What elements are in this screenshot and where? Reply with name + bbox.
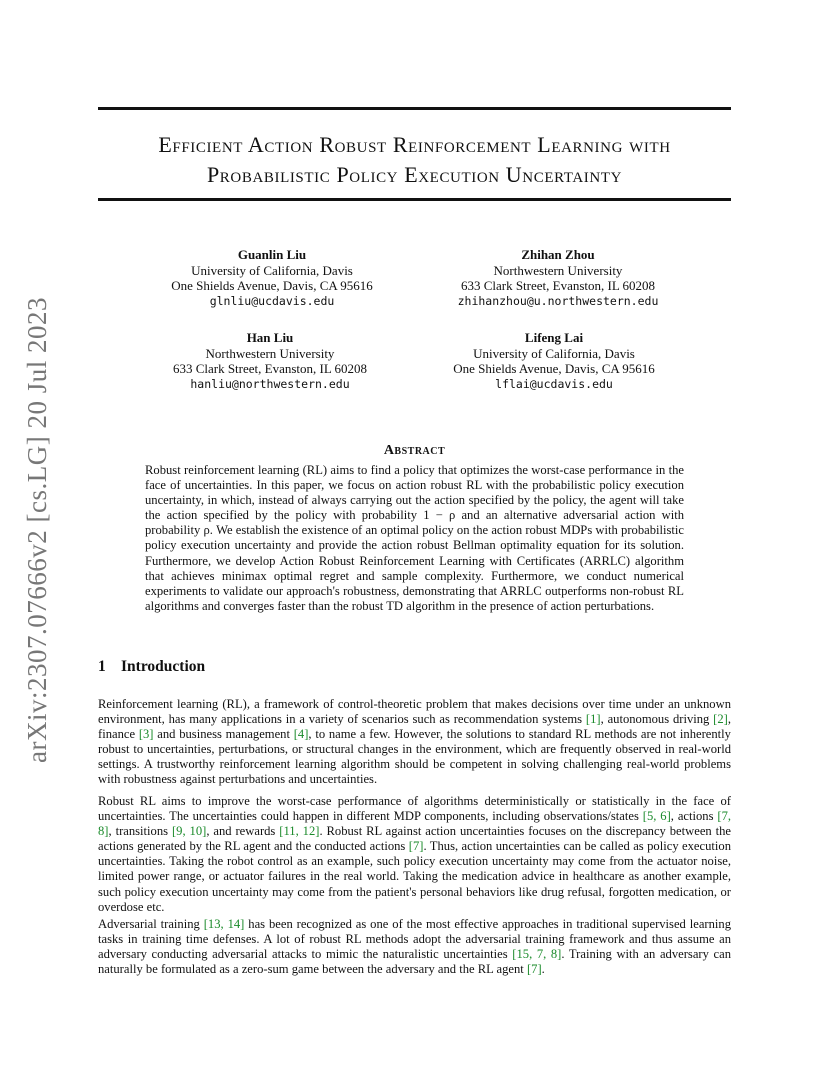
intro-paragraph-3	[98, 917, 731, 977]
author-email[interactable]: hanliu@northwestern.edu	[190, 376, 350, 391]
paragraph-text: Adversarial training	[98, 917, 204, 931]
author-block	[418, 247, 698, 309]
citation-link[interactable]: [7]	[526, 962, 542, 977]
paragraph-text: has been recognized as one of the most effective approaches in traditional supervised learning tasks in training time defenses. A lot of robust RL methods adopt the adversarial training framework and thus assume an adversary conducting adversarial attacks to mimic the naturalistic uncertainties	[98, 917, 732, 962]
author-name: Guanlin Liu	[237, 247, 307, 262]
title-rule-top	[98, 107, 731, 110]
abstract-heading: Abstract	[383, 443, 446, 458]
author-address: One Shields Avenue, Davis, CA 95616	[171, 278, 373, 293]
author-address: 633 Clark Street, Evanston, IL 60208	[460, 278, 656, 293]
author-name: Zhihan Zhou	[521, 247, 595, 262]
intro-paragraph-1	[98, 697, 731, 788]
paragraph-text: , transitions	[108, 824, 172, 839]
abstract-text: Robust reinforcement learning (RL) aims to find a policy that optimizes the worst-case performance in the face of uncertainties. In this paper, we focus on action robust RL with the probabilistic policy execution uncertainty, in which, instead of always carrying out the action specified by the policy, the agent will take the action specified by the policy with probability 1 − ρ and an alternative adversarial action with probability ρ. We establish the existence of an optimal policy on the action robust MDPs with probabilistic policy execution uncertainty and provide the action robust Bellman optimality equation for its solution. Furthermore, we develop Action Robust Reinforcement Learning with Certificates (ARRLC) algorithm that achieves minimax optimal regret and sample complexity. Furthermore, we conduct numerical experiments to validate our approach's robustness, demonstrating that ARRLC outperforms non-robust RL algorithms and converges faster than the robust TD algorithm in the presence of action perturbations.	[145, 463, 684, 613]
author-name: Lifeng Lai	[524, 330, 584, 345]
author-affiliation: Northwestern University	[205, 345, 335, 361]
paragraph-text: Reinforcement learning (RL), a framework of control-theoretic problem that makes decisions over time under an unknown environment, has many applications in a variety of scenarios such as recommendation systems	[98, 697, 731, 727]
citation-link[interactable]: [7]	[408, 839, 424, 854]
author-address: 633 Clark Street, Evanston, IL 60208	[172, 361, 368, 376]
paragraph-text: Robust RL aims to improve the worst-case performance of algorithms deterministically or statistically in the face of uncertainties. The uncertainties could happen in different MDP components, including observations/states	[98, 794, 731, 824]
citation-link[interactable]: [2]	[713, 712, 728, 727]
paragraph-text: . Thus, action uncertainties can be called as policy execution uncertainties. Taking the robot control as an example, such policy execution uncertainty may come from the actuator noise, limited power range, or actuator failures in the real world. Taking the medication advice in healthcare as another example, such policy execution uncertainty may come from the patient's personal behaviors like drug refusal, forgotten medication, or overdose etc.	[98, 839, 731, 914]
section-number: 1	[98, 658, 106, 675]
paragraph-text: , and rewards	[206, 824, 280, 839]
arxiv-stamp: arXiv:2307.07666v2 [cs.LG] 20 Jul 2023	[22, 297, 52, 763]
citation-link[interactable]: [5, 6]	[642, 809, 671, 824]
author-block	[414, 330, 694, 392]
paragraph-text: and business management	[153, 727, 294, 742]
title-rule-bottom	[98, 198, 731, 201]
author-affiliation: Northwestern University	[493, 262, 623, 278]
title-line-1: Efficient Action Robust Reinforcement Learning with	[158, 132, 671, 157]
author-email[interactable]: glnliu@ucdavis.edu	[209, 293, 335, 308]
author-block	[130, 330, 410, 392]
citation-link[interactable]: [15, 7, 8]	[512, 947, 562, 962]
paragraph-text: , actions	[670, 809, 718, 824]
author-affiliation: University of California, Davis	[473, 345, 635, 361]
citation-link[interactable]: [3]	[138, 727, 154, 742]
citation-link[interactable]: [1]	[585, 712, 601, 727]
section-title: Introduction	[121, 658, 206, 675]
paper-title	[98, 130, 731, 190]
author-block	[132, 247, 412, 309]
citation-link[interactable]: [4]	[293, 727, 309, 742]
citation-link[interactable]: [9, 10]	[171, 824, 207, 839]
intro-paragraph-2	[98, 794, 731, 915]
author-address: One Shields Avenue, Davis, CA 95616	[453, 361, 655, 376]
author-email[interactable]: zhihanzhou@u.northwestern.edu	[457, 293, 659, 308]
paragraph-text: . Training with an adversary can naturally be formulated as a zero-sum game between the adversary and the RL agent	[98, 947, 731, 977]
citation-link[interactable]: [13, 14]	[203, 917, 245, 931]
author-affiliation: University of California, Davis	[191, 262, 353, 278]
paragraph-text: .	[541, 962, 545, 977]
citation-link[interactable]: [7, 8]	[98, 809, 732, 839]
author-email[interactable]: lflai@ucdavis.edu	[495, 376, 613, 391]
citation-link[interactable]: [11, 12]	[279, 824, 320, 839]
title-line-2: Probabilistic Policy Execution Uncertainty	[206, 162, 623, 187]
author-name: Han Liu	[246, 330, 294, 345]
section-heading	[98, 658, 205, 676]
paragraph-text: , to name a few. However, the solutions to standard RL methods are not inherently robust to uncertainties, perturbations, or structural changes in the environment, which are frequently observed in real-world settings. A trustworthy reinforcement learning algorithm should be competent in solving challenging real-world problems with robustness against perturbations and uncertainties.	[98, 727, 731, 787]
paragraph-text: , finance	[98, 712, 731, 742]
paragraph-text: . Robust RL against action uncertainties focuses on the discrepancy between the actions generated by the RL agent and the conducted actions	[98, 824, 732, 854]
paragraph-text: , autonomous driving	[600, 712, 714, 727]
